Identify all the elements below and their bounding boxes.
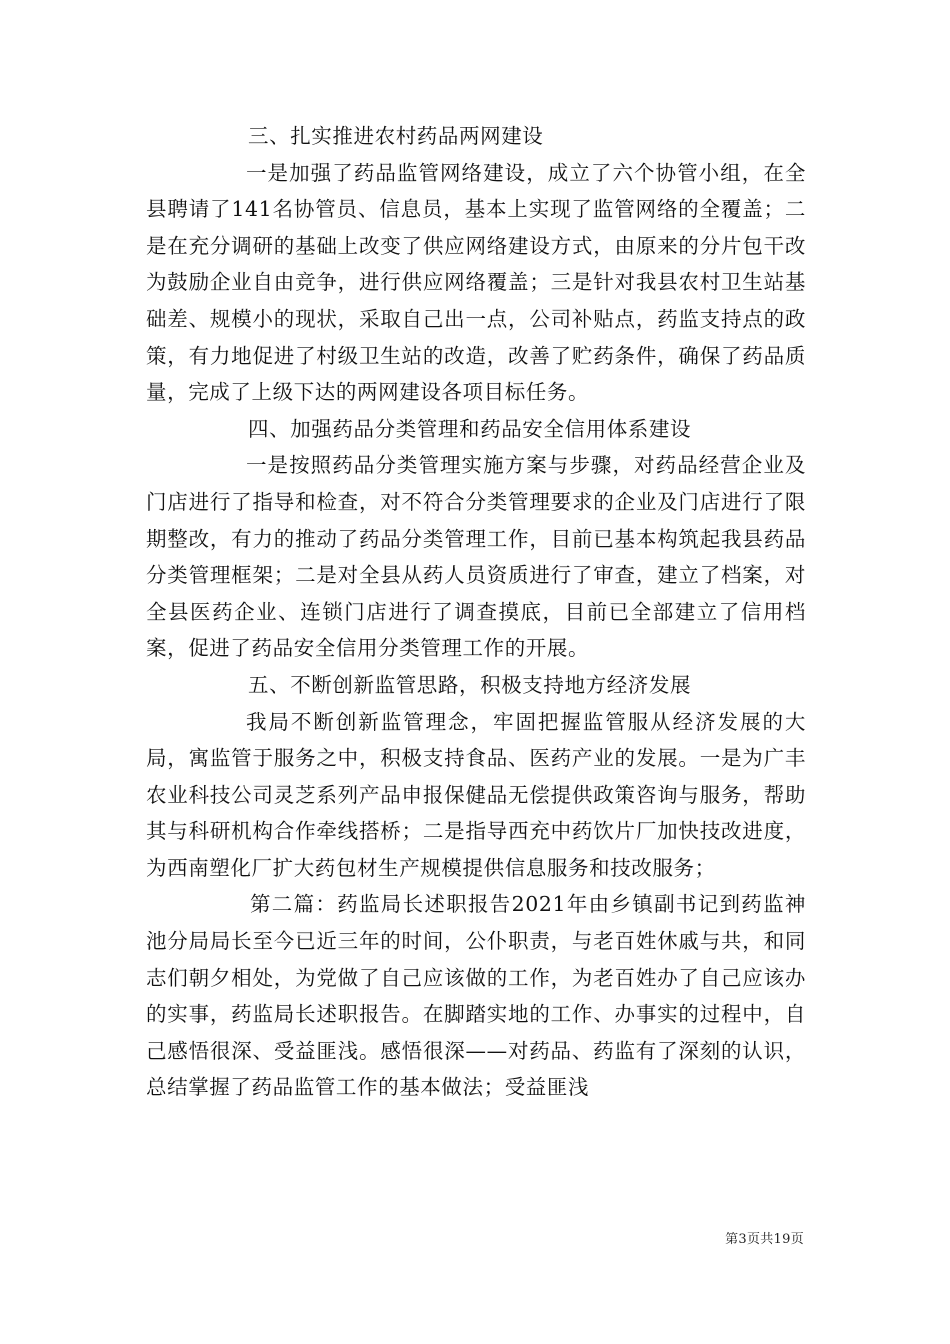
section-heading-3: 三、扎实推进农村药品两网建设 — [248, 124, 544, 148]
section-heading-4: 四、加强药品分类管理和药品安全信用体系建设 — [248, 416, 692, 441]
document-body — [146, 118, 806, 1106]
section-paragraph-3: 一是加强了药品监管网络建设，成立了六个协管小组，在全县聘请了141名协管员、信息员，基本上实现了监管网络的全覆盖；二是在充分调研的基础上改变了供应网络建设方式，由原来的分片包干改为鼓励企业自由竞争，进行供应网络覆盖；三是针对我县农村卫生站基础差、规模小的现状，采取自己出一点，公司补贴点，药监支持点的政策，有力地促进了村级卫生站的改造，改善了贮药条件，确保了药品质量，完成了上级下达的两网建设各项目标任务。 — [146, 160, 806, 405]
section-heading-5: 五、不断创新监管思路，积极支持地方经济发展 — [248, 672, 692, 697]
page-number: 第3页共19页 — [725, 1232, 804, 1247]
section-paragraph-5: 我局不断创新监管理念，牢固把握监管服从经济发展的大局，寓监管于服务之中，积极支持食品、医药产业的发展。一是为广丰农业科技公司灵芝系列产品申报保健品无偿提供政策咨询与服务，帮助其与科研机构合作牵线搭桥；二是指导西充中药饮片厂加快技改进度，为西南塑化厂扩大药包材生产规模提供信息服务和技改服务； — [146, 709, 806, 880]
second-article-paragraph: 第二篇：药监局长述职报告2021年由乡镇副书记到药监神池分局局长至今已近三年的时间，公仆职责，与老百姓休戚与共，和同志们朝夕相处，为党做了自己应该做的工作，为老百姓办了自己应该办的实事，药监局长述职报告。在脚踏实地的工作、办事实的过程中，自己感悟很深、受益匪浅。感悟很深——对药品、药监有了深刻的认识，总结掌握了药品监管工作的基本做法；受益匪浅 — [146, 892, 806, 1100]
section-paragraph-4: 一是按照药品分类管理实施方案与步骤，对药品经营企业及门店进行了指导和检查，对不符合分类管理要求的企业及门店进行了限期整改，有力的推动了药品分类管理工作，目前已基本构筑起我县药品分类管理框架；二是对全县从药人员资质进行了审查，建立了档案，对全县医药企业、连锁门店进行了调查摸底，目前已全部建立了信用档案，促进了药品安全信用分类管理工作的开展。 — [146, 453, 806, 661]
